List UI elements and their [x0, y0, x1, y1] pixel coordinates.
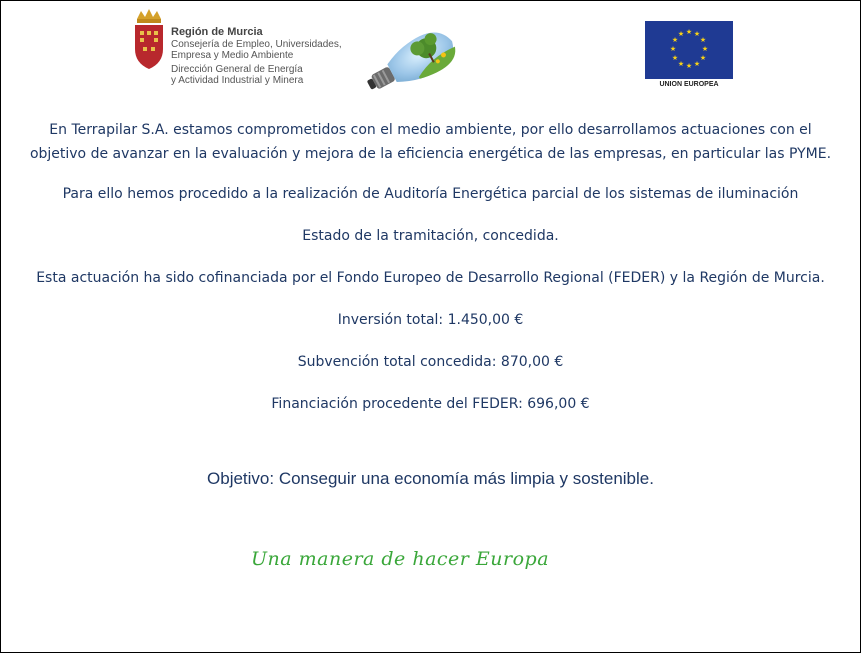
murcia-crest-icon: [131, 5, 167, 75]
header: [1, 1, 860, 101]
main-content: [1, 118, 860, 415]
svg-text:★: ★: [685, 29, 693, 36]
feder-motto: Una manera de hacer Europa: [251, 548, 550, 570]
status-paragraph: Estado de la tramitación, concedida.: [302, 228, 559, 244]
svg-text:★: ★: [693, 61, 701, 68]
intro-paragraph: En Terrapilar S.A. estamos comprometidos con el medio ambiente, por ello desarrollamos actuaciones con el objetivo de avanzar en la evaluación y mejora de la eficiencia energética de las empresas, en particular las PYME.: [29, 122, 832, 162]
investment-total: Inversión total: 1.450,00 €: [337, 312, 524, 328]
objective-statement: Objetivo: Conseguir una economía más limpia y sostenible.: [207, 469, 654, 488]
directorate-line-1: Dirección General de Energía: [171, 64, 303, 75]
svg-text:★: ★: [701, 46, 709, 53]
svg-text:★: ★: [699, 55, 707, 62]
audit-paragraph: Para ello hemos procedido a la realización de Auditoría Energética parcial de los sistemas de iluminación: [62, 186, 799, 202]
svg-text:★: ★: [671, 37, 679, 44]
subsidy-total: Subvención total concedida: 870,00 €: [297, 354, 564, 370]
department-line-1: Consejería de Empleo, Universidades,: [171, 39, 342, 50]
eu-caption: UNION EUROPEA: [659, 81, 719, 88]
eu-flag-icon: [645, 21, 733, 79]
cofinance-paragraph: Esta actuación ha sido cofinanciada por el Fondo Europeo de Desarrollo Regional (FEDER) y la Región de Murcia.: [36, 270, 825, 286]
svg-text:★: ★: [699, 37, 707, 44]
svg-text:★: ★: [671, 55, 679, 62]
department-line-2: Empresa y Medio Ambiente: [171, 50, 294, 61]
svg-text:★: ★: [669, 46, 677, 53]
svg-text:★: ★: [677, 31, 685, 38]
eco-light-bulb-image: [361, 25, 469, 97]
directorate-line-2: y Actividad Industrial y Minera: [171, 75, 304, 86]
feder-financing: Financiación procedente del FEDER: 696,00 €: [271, 396, 590, 412]
region-title: Región de Murcia: [171, 26, 263, 38]
svg-text:★: ★: [685, 63, 693, 70]
svg-text:★: ★: [693, 31, 701, 38]
svg-text:★: ★: [677, 61, 685, 68]
european-union-logo: [645, 21, 733, 93]
region-murcia-logo: [131, 5, 346, 97]
